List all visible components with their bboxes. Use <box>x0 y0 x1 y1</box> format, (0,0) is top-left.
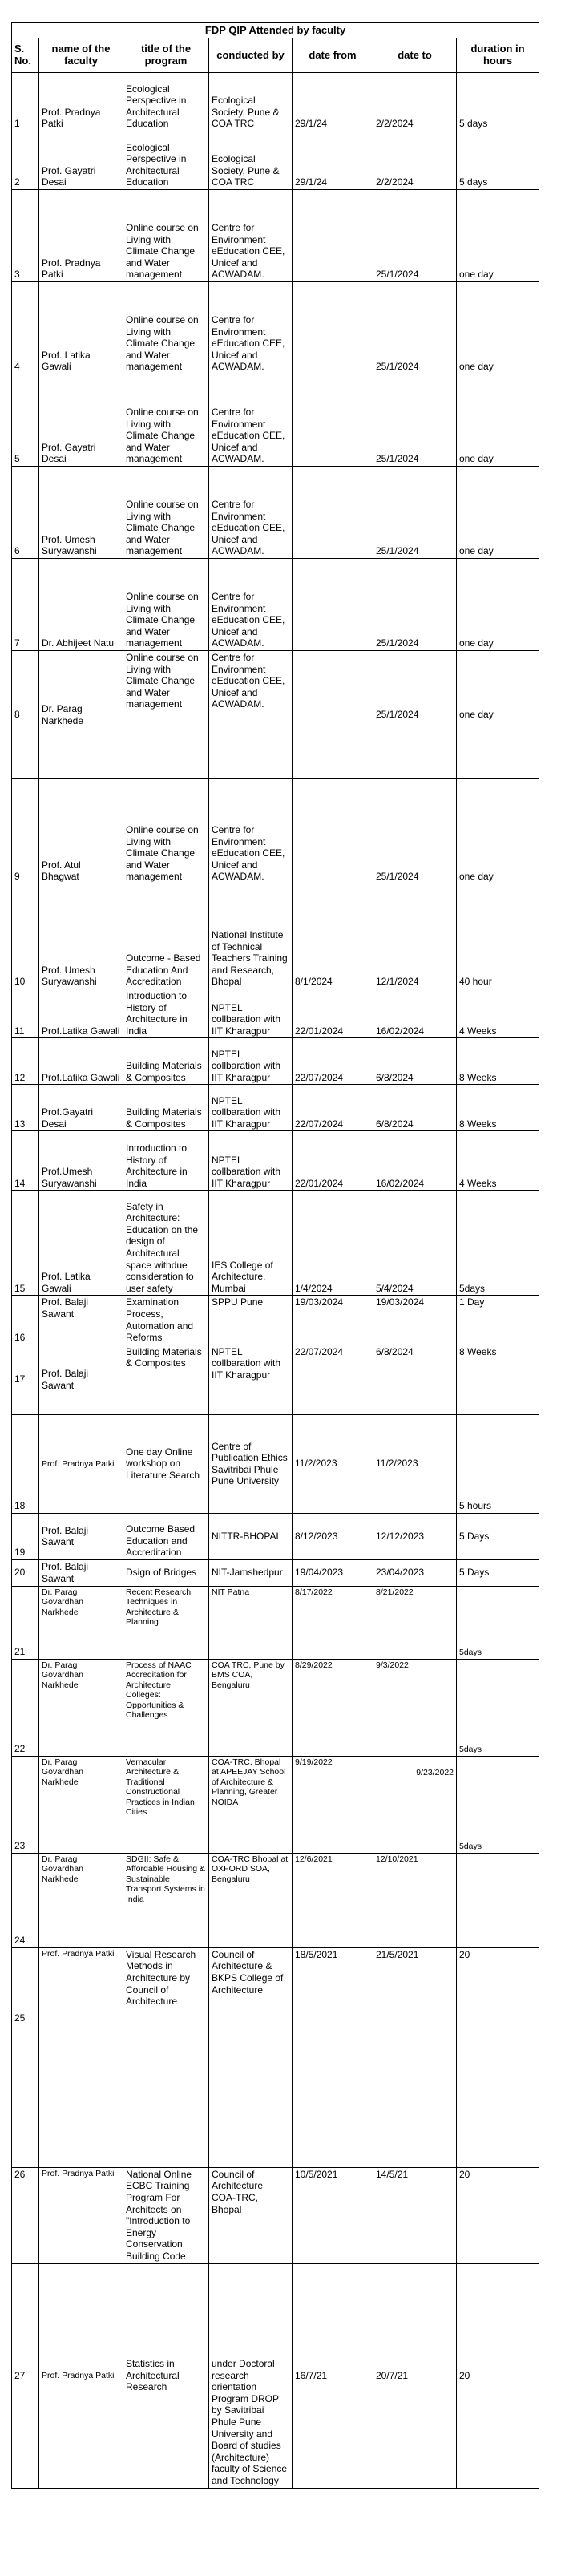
row-date-to: 2/2/2024 <box>373 73 457 131</box>
row-sno: 7 <box>12 559 39 651</box>
row-date-from: 19/03/2024 <box>293 1296 373 1345</box>
table-row <box>12 1659 539 1756</box>
row-date-from: 19/04/2023 <box>293 1559 373 1586</box>
row-faculty-name: Prof. Pradnya Patki <box>39 2263 123 2488</box>
row-duration: 20 <box>457 1947 539 2167</box>
table-row <box>12 2167 539 2263</box>
row-program-title: Process of NAAC Accreditation for Architecture Colleges: Opportunities & Challenges <box>123 1659 209 1756</box>
row-conducted-by: Council of Architecture COA-TRC, Bhopal <box>209 2167 293 2263</box>
row-date-from: 22/07/2024 <box>293 1038 373 1085</box>
row-duration <box>457 1853 539 1947</box>
row-program-title: Online course on Living with Climate Change and Water management <box>123 190 209 282</box>
row-program-title: Examination Process, Automation and Reforms <box>123 1296 209 1345</box>
row-duration: one day <box>457 282 539 374</box>
row-sno: 4 <box>12 282 39 374</box>
table-row <box>12 1513 539 1559</box>
table-row <box>12 1756 539 1853</box>
header-date-to: date to <box>373 38 457 73</box>
row-faculty-name: Dr. Parag Govardhan Narkhede <box>39 1756 123 1853</box>
row-faculty-name: Prof. Balaji Sawant <box>39 1513 123 1559</box>
row-faculty-name: Prof. Umesh Suryawanshi <box>39 884 123 989</box>
row-duration: one day <box>457 467 539 559</box>
header-duration: duration in hours <box>457 38 539 73</box>
table-row <box>12 1947 539 2167</box>
row-conducted-by: National Institute of Technical Teachers Training and Research, Bhopal <box>209 884 293 989</box>
row-sno: 5 <box>12 374 39 467</box>
row-duration: 40 hour <box>457 884 539 989</box>
row-sno: 16 <box>12 1296 39 1345</box>
row-duration: 5days <box>457 1756 539 1853</box>
row-date-to: 25/1/2024 <box>373 651 457 779</box>
title-row <box>12 23 539 38</box>
row-date-from <box>293 559 373 651</box>
table-row <box>12 1345 539 1414</box>
row-sno: 10 <box>12 884 39 989</box>
row-duration: one day <box>457 651 539 779</box>
table-row <box>12 2263 539 2488</box>
table-row <box>12 989 539 1038</box>
row-duration: one day <box>457 559 539 651</box>
row-date-from: 29/1/24 <box>293 73 373 131</box>
row-program-title: Online course on Living with Climate Change and Water management <box>123 467 209 559</box>
row-date-to: 6/8/2024 <box>373 1085 457 1131</box>
row-duration: 20 <box>457 2167 539 2263</box>
header-name: name of the faculty <box>39 38 123 73</box>
row-program-title: Visual Research Methods in Architecture by Council of Architecture <box>123 1947 209 2167</box>
row-faculty-name: Prof.Latika Gawali <box>39 1038 123 1085</box>
table-row <box>12 1559 539 1586</box>
row-faculty-name: Dr. Parag Narkhede <box>39 651 123 779</box>
table-row <box>12 1038 539 1085</box>
row-date-to: 6/8/2024 <box>373 1345 457 1414</box>
row-conducted-by: Ecological Society, Pune & COA TRC <box>209 131 293 190</box>
table-row <box>12 884 539 989</box>
row-sno: 9 <box>12 779 39 884</box>
row-duration: 4 Weeks <box>457 989 539 1038</box>
row-date-from: 18/5/2021 <box>293 1947 373 2167</box>
row-faculty-name: Prof. Pradnya Patki <box>39 190 123 282</box>
row-conducted-by: NPTEL collbaration with IIT Kharagpur <box>209 1085 293 1131</box>
row-conducted-by: under Doctoral research orientation Program DROP by Savitribai Phule Pune University and Board of studies (Architecture) faculty of Science and Technology <box>209 2263 293 2488</box>
row-duration: 5days <box>457 1586 539 1659</box>
row-date-to: 11/2/2023 <box>373 1414 457 1513</box>
row-duration: 5 Days <box>457 1559 539 1586</box>
row-date-from: 11/2/2023 <box>293 1414 373 1513</box>
fdp-table <box>11 22 539 2489</box>
row-date-from <box>293 282 373 374</box>
row-duration: 5 days <box>457 131 539 190</box>
row-sno: 20 <box>12 1559 39 1586</box>
row-date-from: 16/7/21 <box>293 2263 373 2488</box>
row-duration: 8 Weeks <box>457 1038 539 1085</box>
row-program-title: National Online ECBC Training Program For Architects on "Introduction to Energy Conservation Building Code <box>123 2167 209 2263</box>
row-program-title: Dsign of Bridges <box>123 1559 209 1586</box>
row-conducted-by: Centre for Environment eEducation CEE, Unicef and ACWADAM. <box>209 467 293 559</box>
table-row <box>12 190 539 282</box>
row-conducted-by: NIT Patna <box>209 1586 293 1659</box>
table-row <box>12 467 539 559</box>
table-row <box>12 1191 539 1296</box>
row-conducted-by: Ecological Society, Pune & COA TRC <box>209 73 293 131</box>
row-program-title: Ecological Perspective in Architectural Education <box>123 73 209 131</box>
header-date-from: date from <box>293 38 373 73</box>
row-sno: 27 <box>12 2263 39 2488</box>
row-faculty-name: Prof.Gayatri Desai <box>39 1085 123 1131</box>
row-sno: 19 <box>12 1513 39 1559</box>
row-program-title: Building Materials & Composites <box>123 1038 209 1085</box>
row-program-title: Online course on Living with Climate Change and Water management <box>123 374 209 467</box>
row-program-title: Introduction to History of Architecture in India <box>123 989 209 1038</box>
row-conducted-by: Centre for Environment eEducation CEE, Unicef and ACWADAM. <box>209 374 293 467</box>
row-date-to: 16/02/2024 <box>373 989 457 1038</box>
row-program-title: Statistics in Architectural Research <box>123 2263 209 2488</box>
row-date-to: 6/8/2024 <box>373 1038 457 1085</box>
row-conducted-by: Centre for Environment eEducation CEE, Unicef and ACWADAM. <box>209 559 293 651</box>
header-conducted: conducted by <box>209 38 293 73</box>
table-row <box>12 1853 539 1947</box>
row-date-from: 9/19/2022 <box>293 1756 373 1853</box>
row-duration: one day <box>457 190 539 282</box>
row-conducted-by: Centre for Environment eEducation CEE, Unicef and ACWADAM. <box>209 282 293 374</box>
row-conducted-by: NPTEL collbaration with IIT Kharagpur <box>209 1131 293 1191</box>
row-duration: one day <box>457 779 539 884</box>
table-row <box>12 651 539 779</box>
row-sno: 23 <box>12 1756 39 1853</box>
table-row <box>12 779 539 884</box>
row-date-to: 14/5/21 <box>373 2167 457 2263</box>
row-date-to: 9/23/2022 <box>373 1756 457 1853</box>
fdp-table-wrapper <box>11 22 539 2489</box>
row-faculty-name: Dr. Parag Govardhan Narkhede <box>39 1659 123 1756</box>
row-sno: 26 <box>12 2167 39 2263</box>
row-sno: 18 <box>12 1414 39 1513</box>
row-date-to: 19/03/2024 <box>373 1296 457 1345</box>
table-title: FDP QIP Attended by faculty <box>12 23 539 38</box>
table-row <box>12 282 539 374</box>
row-date-to: 25/1/2024 <box>373 282 457 374</box>
row-date-to: 25/1/2024 <box>373 559 457 651</box>
row-sno: 8 <box>12 651 39 779</box>
row-program-title: Outcome Based Education and Accreditation <box>123 1513 209 1559</box>
row-sno: 24 <box>12 1853 39 1947</box>
row-date-to: 5/4/2024 <box>373 1191 457 1296</box>
row-date-from: 29/1/24 <box>293 131 373 190</box>
row-faculty-name: Prof. Pradnya Patki <box>39 2167 123 2263</box>
row-date-from <box>293 374 373 467</box>
row-date-to: 25/1/2024 <box>373 190 457 282</box>
row-faculty-name: Prof. Pradnya Patki <box>39 73 123 131</box>
row-faculty-name: Prof. Balaji Sawant <box>39 1559 123 1586</box>
row-date-to: 8/21/2022 <box>373 1586 457 1659</box>
row-date-to: 12/12/2023 <box>373 1513 457 1559</box>
row-date-from: 8/1/2024 <box>293 884 373 989</box>
row-program-title: Outcome - Based Education And Accreditation <box>123 884 209 989</box>
row-program-title: Safety in Architecture: Education on the design of Architectural space withdue consideration to user safety <box>123 1191 209 1296</box>
row-date-to: 2/2/2024 <box>373 131 457 190</box>
row-program-title: Online course on Living with Climate Change and Water management <box>123 779 209 884</box>
row-date-to: 21/5/2021 <box>373 1947 457 2167</box>
row-faculty-name: Prof. Gayatri Desai <box>39 374 123 467</box>
row-faculty-name: Prof. Balaji Sawant <box>39 1296 123 1345</box>
table-row <box>12 131 539 190</box>
row-faculty-name: Prof. Latika Gawali <box>39 282 123 374</box>
row-conducted-by: NIT-Jamshedpur <box>209 1559 293 1586</box>
row-conducted-by: SPPU Pune <box>209 1296 293 1345</box>
row-date-from: 8/12/2023 <box>293 1513 373 1559</box>
row-faculty-name: Dr. Parag Govardhan Narkhede <box>39 1853 123 1947</box>
row-duration: 4 Weeks <box>457 1131 539 1191</box>
row-duration: 8 Weeks <box>457 1085 539 1131</box>
row-program-title: Recent Research Techniques in Architecture & Planning <box>123 1586 209 1659</box>
row-sno: 21 <box>12 1586 39 1659</box>
row-program-title: Online course on Living with Climate Change and Water management <box>123 559 209 651</box>
table-row <box>12 1085 539 1131</box>
row-date-from <box>293 190 373 282</box>
row-conducted-by: Centre for Environment eEducation CEE, Unicef and ACWADAM. <box>209 779 293 884</box>
row-date-from: 1/4/2024 <box>293 1191 373 1296</box>
row-date-to: 20/7/21 <box>373 2263 457 2488</box>
row-conducted-by: NPTEL collbaration with IIT Kharagpur <box>209 1345 293 1414</box>
row-duration: 20 <box>457 2263 539 2488</box>
row-faculty-name: Prof. Balaji Sawant <box>39 1345 123 1414</box>
table-row <box>12 1131 539 1191</box>
row-duration: 5 Days <box>457 1513 539 1559</box>
row-faculty-name: Prof. Gayatri Desai <box>39 131 123 190</box>
row-program-title: Vernacular Architecture & Traditional Constructional Practices in Indian Cities <box>123 1756 209 1853</box>
row-conducted-by: NPTEL collbaration with IIT Kharagpur <box>209 1038 293 1085</box>
row-date-to: 25/1/2024 <box>373 467 457 559</box>
row-faculty-name: Prof. Atul Bhagwat <box>39 779 123 884</box>
row-conducted-by: COA-TRC, Bhopal at APEEJAY School of Architecture & Planning, Greater NOIDA <box>209 1756 293 1853</box>
row-faculty-name: Prof.Latika Gawali <box>39 989 123 1038</box>
row-date-to: 23/04/2023 <box>373 1559 457 1586</box>
row-date-from <box>293 467 373 559</box>
row-duration: 5 days <box>457 73 539 131</box>
row-program-title: SDGII: Safe & Affordable Housing & Sustainable Transport Systems in India <box>123 1853 209 1947</box>
row-date-from: 22/01/2024 <box>293 989 373 1038</box>
row-duration: 5days <box>457 1659 539 1756</box>
row-duration: 1 Day <box>457 1296 539 1345</box>
row-conducted-by: IES College of Architecture, Mumbai <box>209 1191 293 1296</box>
row-sno: 14 <box>12 1131 39 1191</box>
row-faculty-name: Dr. Parag Govardhan Narkhede <box>39 1586 123 1659</box>
row-date-to: 12/10/2021 <box>373 1853 457 1947</box>
table-row <box>12 1414 539 1513</box>
row-program-title: Introduction to History of Architecture in India <box>123 1131 209 1191</box>
row-duration: 8 Weeks <box>457 1345 539 1414</box>
row-sno: 15 <box>12 1191 39 1296</box>
row-conducted-by: Council of Architecture & BKPS College of Architecture <box>209 1947 293 2167</box>
table-row <box>12 1586 539 1659</box>
row-date-to: 12/1/2024 <box>373 884 457 989</box>
row-sno: 1 <box>12 73 39 131</box>
row-program-title: One day Online workshop on Literature Search <box>123 1414 209 1513</box>
row-date-from <box>293 779 373 884</box>
row-sno: 12 <box>12 1038 39 1085</box>
row-date-from <box>293 651 373 779</box>
row-date-to: 25/1/2024 <box>373 374 457 467</box>
row-sno: 25 <box>12 1947 39 2167</box>
row-date-from: 22/07/2024 <box>293 1345 373 1414</box>
row-sno: 17 <box>12 1345 39 1414</box>
row-date-from: 8/17/2022 <box>293 1586 373 1659</box>
row-date-from: 10/5/2021 <box>293 2167 373 2263</box>
table-row <box>12 73 539 131</box>
row-date-from: 22/01/2024 <box>293 1131 373 1191</box>
row-faculty-name: Prof.Umesh Suryawanshi <box>39 1131 123 1191</box>
header-sno: S. No. <box>12 38 39 73</box>
row-faculty-name: Dr. Abhijeet Natu <box>39 559 123 651</box>
table-row <box>12 559 539 651</box>
row-program-title: Ecological Perspective in Architectural Education <box>123 131 209 190</box>
row-conducted-by: COA TRC, Pune by BMS COA, Bengaluru <box>209 1659 293 1756</box>
row-conducted-by: Centre of Publication Ethics Savitribai Phule Pune University <box>209 1414 293 1513</box>
row-program-title: Building Materials & Composites <box>123 1085 209 1131</box>
row-program-title: Online course on Living with Climate Change and Water management <box>123 651 209 779</box>
row-date-from: 8/29/2022 <box>293 1659 373 1756</box>
row-faculty-name: Prof. Pradnya Patki <box>39 1414 123 1513</box>
row-duration: one day <box>457 374 539 467</box>
row-conducted-by: Centre for Environment eEducation CEE, Unicef and ACWADAM. <box>209 190 293 282</box>
row-date-to: 16/02/2024 <box>373 1131 457 1191</box>
row-conducted-by: Centre for Environment eEducation CEE, Unicef and ACWADAM. <box>209 651 293 779</box>
row-program-title: Online course on Living with Climate Change and Water management <box>123 282 209 374</box>
row-faculty-name: Prof. Umesh Suryawanshi <box>39 467 123 559</box>
row-duration: 5days <box>457 1191 539 1296</box>
header-program: title of the program <box>123 38 209 73</box>
row-date-to: 25/1/2024 <box>373 779 457 884</box>
table-row <box>12 1296 539 1345</box>
row-date-to: 9/3/2022 <box>373 1659 457 1756</box>
row-sno: 3 <box>12 190 39 282</box>
row-date-from: 22/07/2024 <box>293 1085 373 1131</box>
row-sno: 6 <box>12 467 39 559</box>
row-sno: 11 <box>12 989 39 1038</box>
row-duration: 5 hours <box>457 1414 539 1513</box>
row-sno: 2 <box>12 131 39 190</box>
row-conducted-by: NITTR-BHOPAL <box>209 1513 293 1559</box>
table-row <box>12 374 539 467</box>
row-sno: 13 <box>12 1085 39 1131</box>
header-row <box>12 38 539 73</box>
row-sno: 22 <box>12 1659 39 1756</box>
row-program-title: Building Materials & Composites <box>123 1345 209 1414</box>
row-faculty-name: Prof. Latika Gawali <box>39 1191 123 1296</box>
row-date-from: 12/6/2021 <box>293 1853 373 1947</box>
row-faculty-name: Prof. Pradnya Patki <box>39 1947 123 2167</box>
row-conducted-by: COA-TRC Bhopal at OXFORD SOA, Bengaluru <box>209 1853 293 1947</box>
row-conducted-by: NPTEL collbaration with IIT Kharagpur <box>209 989 293 1038</box>
